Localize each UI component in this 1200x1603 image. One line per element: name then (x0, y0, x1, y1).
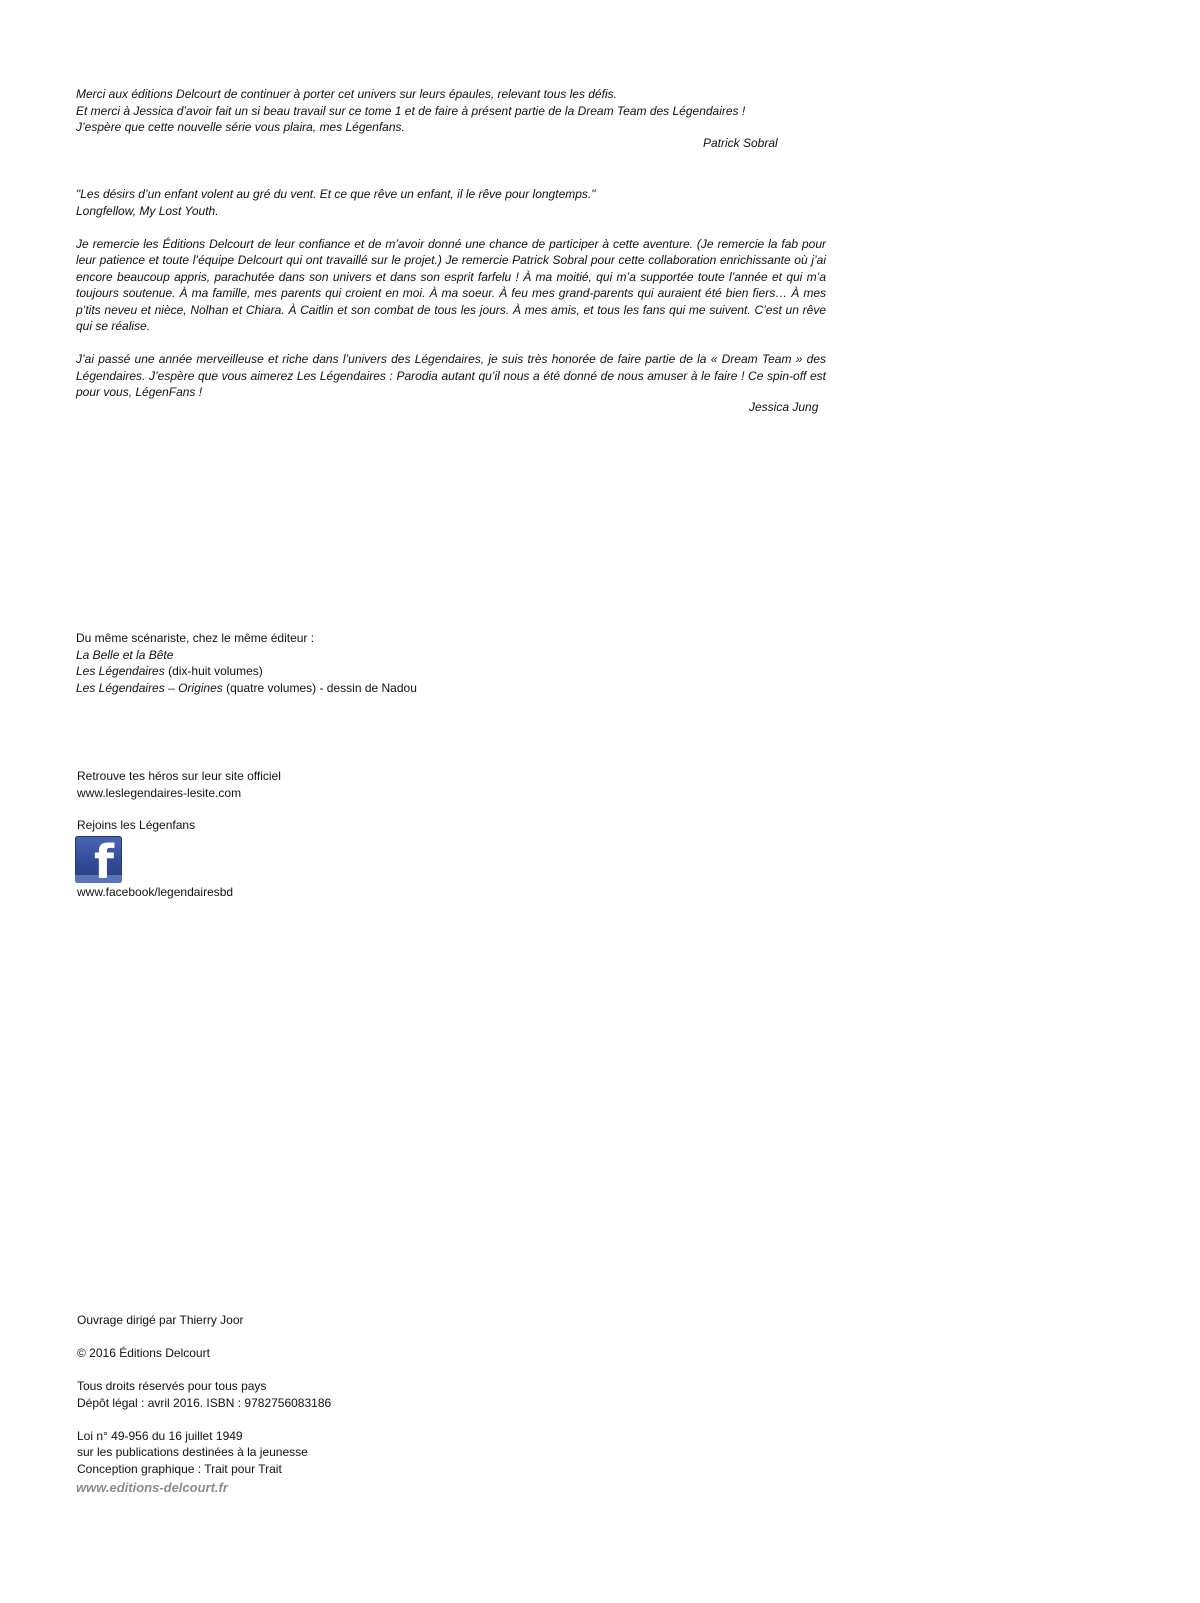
website-section (77, 768, 281, 801)
legal-section (77, 1312, 331, 1477)
jessica-quote (76, 186, 826, 219)
book-detail: (quatre volumes) - dessin de Nadou (222, 680, 417, 695)
legal-law-detail: sur les publications destinées à la jeunesse (77, 1445, 308, 1459)
book-title: La Belle et la Bête (76, 647, 174, 662)
facebook-link[interactable]: www.facebook/legendairesbd (77, 885, 234, 899)
legal-deposit: Dépôt légal : avril 2016. ISBN : 9782756083186 (77, 1395, 332, 1410)
legal-law: Loi n° 49-956 du 16 juillet 1949 (77, 1428, 243, 1443)
quote-line-1: "Les désirs d’un enfant volent au gré du vent. Et ce que rêve un enfant, il le rêve pour longtemps." (76, 187, 596, 201)
website-link[interactable]: www.leslegendaires-lesite.com (77, 785, 242, 800)
jessica-signature: Jessica Jung (749, 400, 819, 414)
quote-attribution: Longfellow, My Lost Youth. (76, 203, 219, 218)
jessica-paragraph-1: Je remercie les Éditions Delcourt de leur confiance et de m’avoir donné une chance de participer à cette aventure. (Je remercie la fab pour leur patience et toute l’équipe Delcourt qui ont travaillé sur le projet.) Je remercie Patrick Sobral pour cette collaboration enrichissante où j’ai encore beaucoup appris, parachutée dans son univers et dans son esprit farfelu ! À ma moitié, qui m’a supportée toute l’année et qui m’a toujours soutenue. À ma famille, mes parents qui croient en moi. À ma soeur. À feu mes grand-parents qui auraient été bien fiers… À mes p’tits neveu et nièce, Nolhan et Chiara. À Caitlin et son combat de tous les jours. À mes amis, et tous les fans qui me suivent. C’est un rêve qui se réalise. (76, 236, 826, 333)
patrick-acknowledgements (76, 86, 745, 136)
jessica-acknowledgements (76, 186, 826, 401)
bibliography (76, 630, 417, 696)
book-entry (76, 663, 417, 680)
jessica-paragraph-2: J’ai passé une année merveilleuse et riche dans l’univers des Légendaires, je suis très honorée de faire partie de la « Dream Team » des Légendaires. J’espère que vous aimerez Les Légendaires : Parodia autant qu’il nous a été donné de nous amuser à le faire ! Ce spin-off est pour vous, LégenFans ! (76, 352, 826, 399)
book-detail: (dix-huit volumes) (164, 664, 263, 678)
bibliography-heading: Du même scénariste, chez le même éditeur : (76, 631, 315, 645)
patrick-line-1: Merci aux éditions Delcourt de continuer à porter cet univers sur leurs épaules, relevant tous les défis. (76, 87, 617, 101)
legal-rights: Tous droits réservés pour tous pays (77, 1379, 267, 1393)
website-label: Retrouve tes héros sur leur site officiel (77, 769, 281, 783)
book-title: Les Légendaires (76, 664, 165, 678)
publisher-link[interactable]: www.editions-delcourt.fr (76, 1480, 228, 1495)
patrick-signature: Patrick Sobral (703, 136, 778, 150)
legal-copyright: © 2016 Éditions Delcourt (77, 1346, 210, 1360)
facebook-icon[interactable] (75, 836, 122, 883)
legal-design: Conception graphique : Trait pour Trait (77, 1461, 282, 1476)
social-label: Rejoins les Légenfans (77, 818, 196, 832)
facebook-f-glyph: f (94, 836, 115, 883)
patrick-line-3: J’espère que cette nouvelle série vous plaira, mes Légenfans. (76, 120, 405, 134)
book-title: Les Légendaires – Origines (76, 680, 223, 695)
patrick-line-2: Et merci à Jessica d’avoir fait un si beau travail sur ce tome 1 et de faire à présent partie de la Dream Team des Légendaires ! (76, 103, 746, 118)
legal-director: Ouvrage dirigé par Thierry Joor (77, 1313, 244, 1327)
book-entry (76, 680, 417, 697)
